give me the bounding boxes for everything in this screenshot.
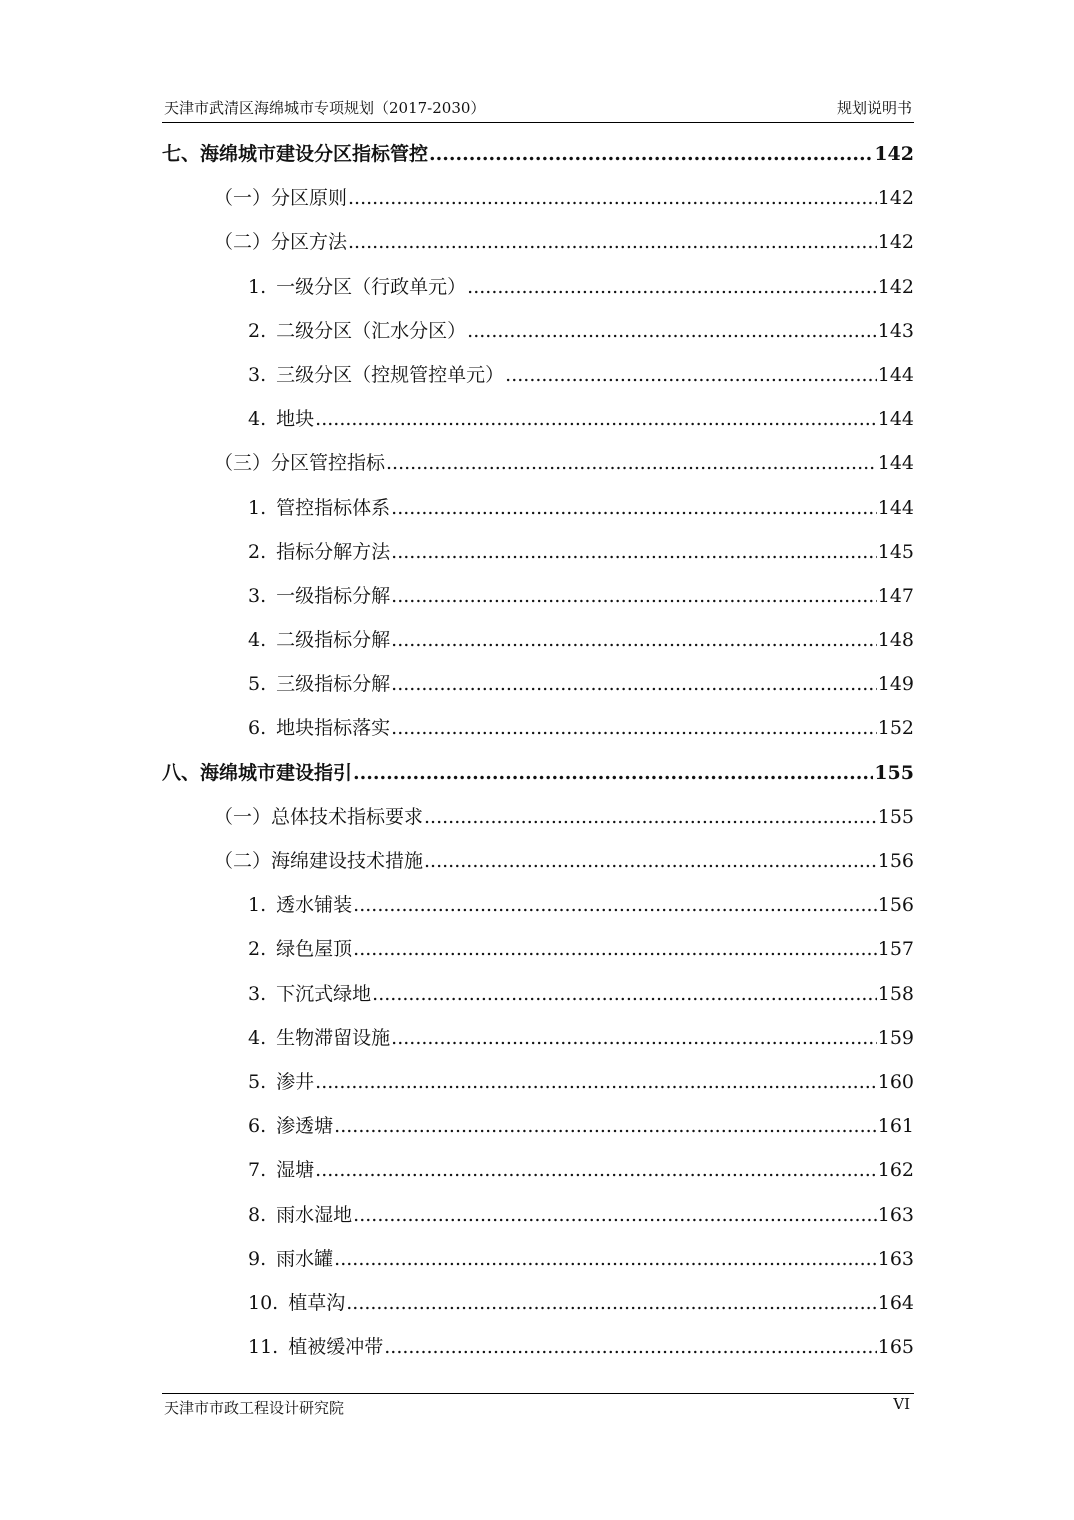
- toc-dot-leader: [348, 220, 877, 264]
- toc-entry[interactable]: [162, 751, 914, 795]
- toc-dot-leader: [348, 176, 877, 220]
- page-footer: [162, 1393, 914, 1420]
- toc-dot-leader: [315, 1148, 877, 1192]
- toc-entry-page: 155: [877, 805, 914, 828]
- toc-entry-title: 一级分区（行政单元）: [276, 275, 467, 298]
- toc-entry-title: 植被缓冲带: [288, 1336, 384, 1359]
- toc-entry-page: 165: [877, 1336, 914, 1359]
- toc-entry-page: 142: [874, 143, 914, 165]
- toc-entry[interactable]: [162, 309, 914, 353]
- toc-entry[interactable]: [162, 574, 914, 618]
- toc-entry[interactable]: [162, 1193, 914, 1237]
- toc-dot-leader: [424, 795, 877, 839]
- toc-entry-title: 湿塘: [276, 1159, 315, 1182]
- page-header: [162, 98, 914, 123]
- toc-dot-leader: [429, 132, 873, 176]
- toc-entry-title: 雨水湿地: [276, 1203, 353, 1226]
- toc-dot-leader: [467, 265, 877, 309]
- toc-entry-page: 158: [877, 982, 914, 1005]
- page-number: VI: [893, 1395, 910, 1413]
- toc-entry[interactable]: [162, 441, 914, 485]
- toc-entry[interactable]: [162, 397, 914, 441]
- toc-entry[interactable]: [162, 1016, 914, 1060]
- toc-entry-title: 生物滞留设施: [276, 1026, 391, 1049]
- toc-dot-leader: [391, 574, 877, 618]
- header-doc-type: 规划说明书: [836, 99, 912, 117]
- toc-dot-leader: [424, 839, 877, 883]
- toc-dot-leader: [384, 1325, 877, 1369]
- toc-entry[interactable]: [162, 662, 914, 706]
- toc-entry-page: 156: [877, 850, 914, 872]
- toc-entry-page: 144: [877, 452, 914, 475]
- toc-entry-number: 3.: [248, 982, 267, 1005]
- toc-entry-title: 七、海绵城市建设分区指标管控: [162, 143, 429, 165]
- toc-entry-number: 1.: [248, 894, 267, 917]
- toc-entry-title: 透水铺装: [276, 894, 353, 917]
- toc-entry-title: （二）分区方法: [214, 231, 348, 254]
- toc-entry-page: 155: [874, 761, 914, 784]
- toc-entry-page: 147: [877, 584, 914, 607]
- toc-entry-number: 6.: [248, 717, 267, 740]
- toc-entry-title: 管控指标体系: [276, 496, 391, 519]
- toc-entry[interactable]: [162, 220, 914, 264]
- toc-entry-page: 152: [877, 717, 914, 740]
- toc-entry-page: 148: [877, 629, 914, 652]
- toc-entry-title: （二）海绵建设技术措施: [214, 850, 424, 872]
- toc-dot-leader: [505, 353, 877, 397]
- toc-entry[interactable]: [162, 706, 914, 750]
- toc-entry-number: 6.: [248, 1115, 267, 1138]
- toc-dot-leader: [346, 1281, 877, 1325]
- toc-dot-leader: [315, 1060, 877, 1104]
- toc-dot-leader: [391, 486, 877, 530]
- toc-entry-page: 142: [877, 187, 914, 210]
- toc-entry-title: 下沉式绿地: [276, 982, 372, 1005]
- toc-entry-title: 指标分解方法: [276, 540, 391, 563]
- toc-entry[interactable]: [162, 1060, 914, 1104]
- toc-entry-title: 雨水罐: [276, 1247, 334, 1270]
- toc-entry-number: 9.: [248, 1247, 267, 1270]
- toc-dot-leader: [334, 1104, 877, 1148]
- toc-dot-leader: [467, 309, 877, 353]
- toc-entry[interactable]: [162, 618, 914, 662]
- toc-entry-number: 4.: [248, 1026, 267, 1049]
- toc-entry[interactable]: [162, 972, 914, 1016]
- toc-entry-page: 159: [877, 1026, 914, 1049]
- toc-entry-number: 5.: [248, 673, 267, 696]
- toc-entry-number: 2.: [248, 319, 267, 342]
- toc-entry-title: 三级分区（控规管控单元）: [276, 363, 505, 386]
- toc-entry[interactable]: [162, 883, 914, 927]
- toc-dot-leader: [353, 751, 873, 795]
- toc-entry-title: 三级指标分解: [276, 673, 391, 696]
- toc-entry-page: 144: [877, 408, 914, 431]
- toc-entry-page: 160: [877, 1070, 914, 1093]
- toc-entry-page: 142: [877, 231, 914, 254]
- toc-dot-leader: [391, 662, 877, 706]
- toc-entry[interactable]: [162, 795, 914, 839]
- toc-entry[interactable]: [162, 530, 914, 574]
- toc-entry[interactable]: [162, 839, 914, 883]
- toc-entry[interactable]: [162, 486, 914, 530]
- toc-entry-number: 1.: [248, 496, 267, 519]
- toc-entry-number: 5.: [248, 1070, 267, 1093]
- toc-entry-title: 八、海绵城市建设指引: [162, 761, 353, 784]
- toc-entry[interactable]: [162, 176, 914, 220]
- toc-dot-leader: [391, 618, 877, 662]
- toc-entry-title: （一）分区原则: [214, 187, 348, 210]
- toc-entry[interactable]: [162, 265, 914, 309]
- toc-entry-number: 10.: [248, 1291, 279, 1314]
- toc-dot-leader: [315, 397, 877, 441]
- toc-entry-title: （一）总体技术指标要求: [214, 805, 424, 828]
- toc-entry-number: 3.: [248, 584, 267, 607]
- toc-entry-title: 地块指标落实: [276, 717, 391, 740]
- toc-dot-leader: [391, 1016, 877, 1060]
- table-of-contents: [162, 132, 914, 1369]
- toc-entry-title: 一级指标分解: [276, 584, 391, 607]
- toc-entry-page: 149: [877, 673, 914, 696]
- toc-dot-leader: [353, 1193, 877, 1237]
- toc-dot-leader: [353, 927, 877, 971]
- toc-entry-page: 144: [877, 496, 914, 519]
- toc-entry-page: 143: [877, 319, 914, 342]
- toc-entry-title: （三）分区管控指标: [214, 452, 386, 475]
- toc-entry-title: 渗透塘: [276, 1115, 334, 1138]
- toc-entry[interactable]: [162, 1148, 914, 1192]
- toc-entry[interactable]: [162, 1325, 914, 1369]
- toc-entry-number: 1.: [248, 275, 267, 298]
- toc-entry-number: 4.: [248, 408, 267, 431]
- toc-entry-title: 地块: [276, 408, 315, 431]
- toc-entry-title: 二级指标分解: [276, 629, 391, 652]
- toc-entry-page: 145: [877, 540, 914, 563]
- toc-entry-number: 2.: [248, 938, 267, 961]
- toc-entry-number: 11.: [248, 1336, 279, 1359]
- toc-dot-leader: [391, 530, 877, 574]
- toc-dot-leader: [334, 1237, 877, 1281]
- toc-entry[interactable]: [162, 1104, 914, 1148]
- toc-entry-title: 植草沟: [288, 1291, 346, 1314]
- toc-entry[interactable]: [162, 1281, 914, 1325]
- toc-dot-leader: [372, 972, 877, 1016]
- toc-entry-page: 144: [877, 363, 914, 386]
- toc-entry[interactable]: [162, 353, 914, 397]
- toc-entry-page: 157: [877, 938, 914, 961]
- toc-dot-leader: [391, 706, 877, 750]
- toc-entry-title: 渗井: [276, 1070, 315, 1093]
- toc-entry[interactable]: [162, 1237, 914, 1281]
- toc-entry-page: 164: [877, 1291, 914, 1314]
- toc-entry-page: 163: [877, 1247, 914, 1270]
- header-title: 天津市武清区海绵城市专项规划（2017-2030）: [164, 99, 486, 117]
- toc-entry[interactable]: [162, 132, 914, 176]
- toc-entry-number: 7.: [248, 1159, 267, 1182]
- toc-entry-page: 163: [877, 1203, 914, 1226]
- toc-entry-number: 8.: [248, 1203, 267, 1226]
- toc-entry[interactable]: [162, 927, 914, 971]
- toc-entry-number: 3.: [248, 363, 267, 386]
- toc-entry-title: 二级分区（汇水分区）: [276, 319, 467, 342]
- toc-dot-leader: [386, 441, 877, 485]
- toc-entry-number: 2.: [248, 540, 267, 563]
- toc-entry-number: 4.: [248, 629, 267, 652]
- toc-entry-page: 142: [877, 275, 914, 298]
- toc-entry-page: 156: [877, 894, 914, 917]
- footer-org: 天津市市政工程设计研究院: [164, 1399, 345, 1417]
- toc-entry-page: 162: [877, 1159, 914, 1182]
- toc-dot-leader: [353, 883, 877, 927]
- toc-entry-page: 161: [877, 1115, 914, 1138]
- toc-entry-title: 绿色屋顶: [276, 938, 353, 961]
